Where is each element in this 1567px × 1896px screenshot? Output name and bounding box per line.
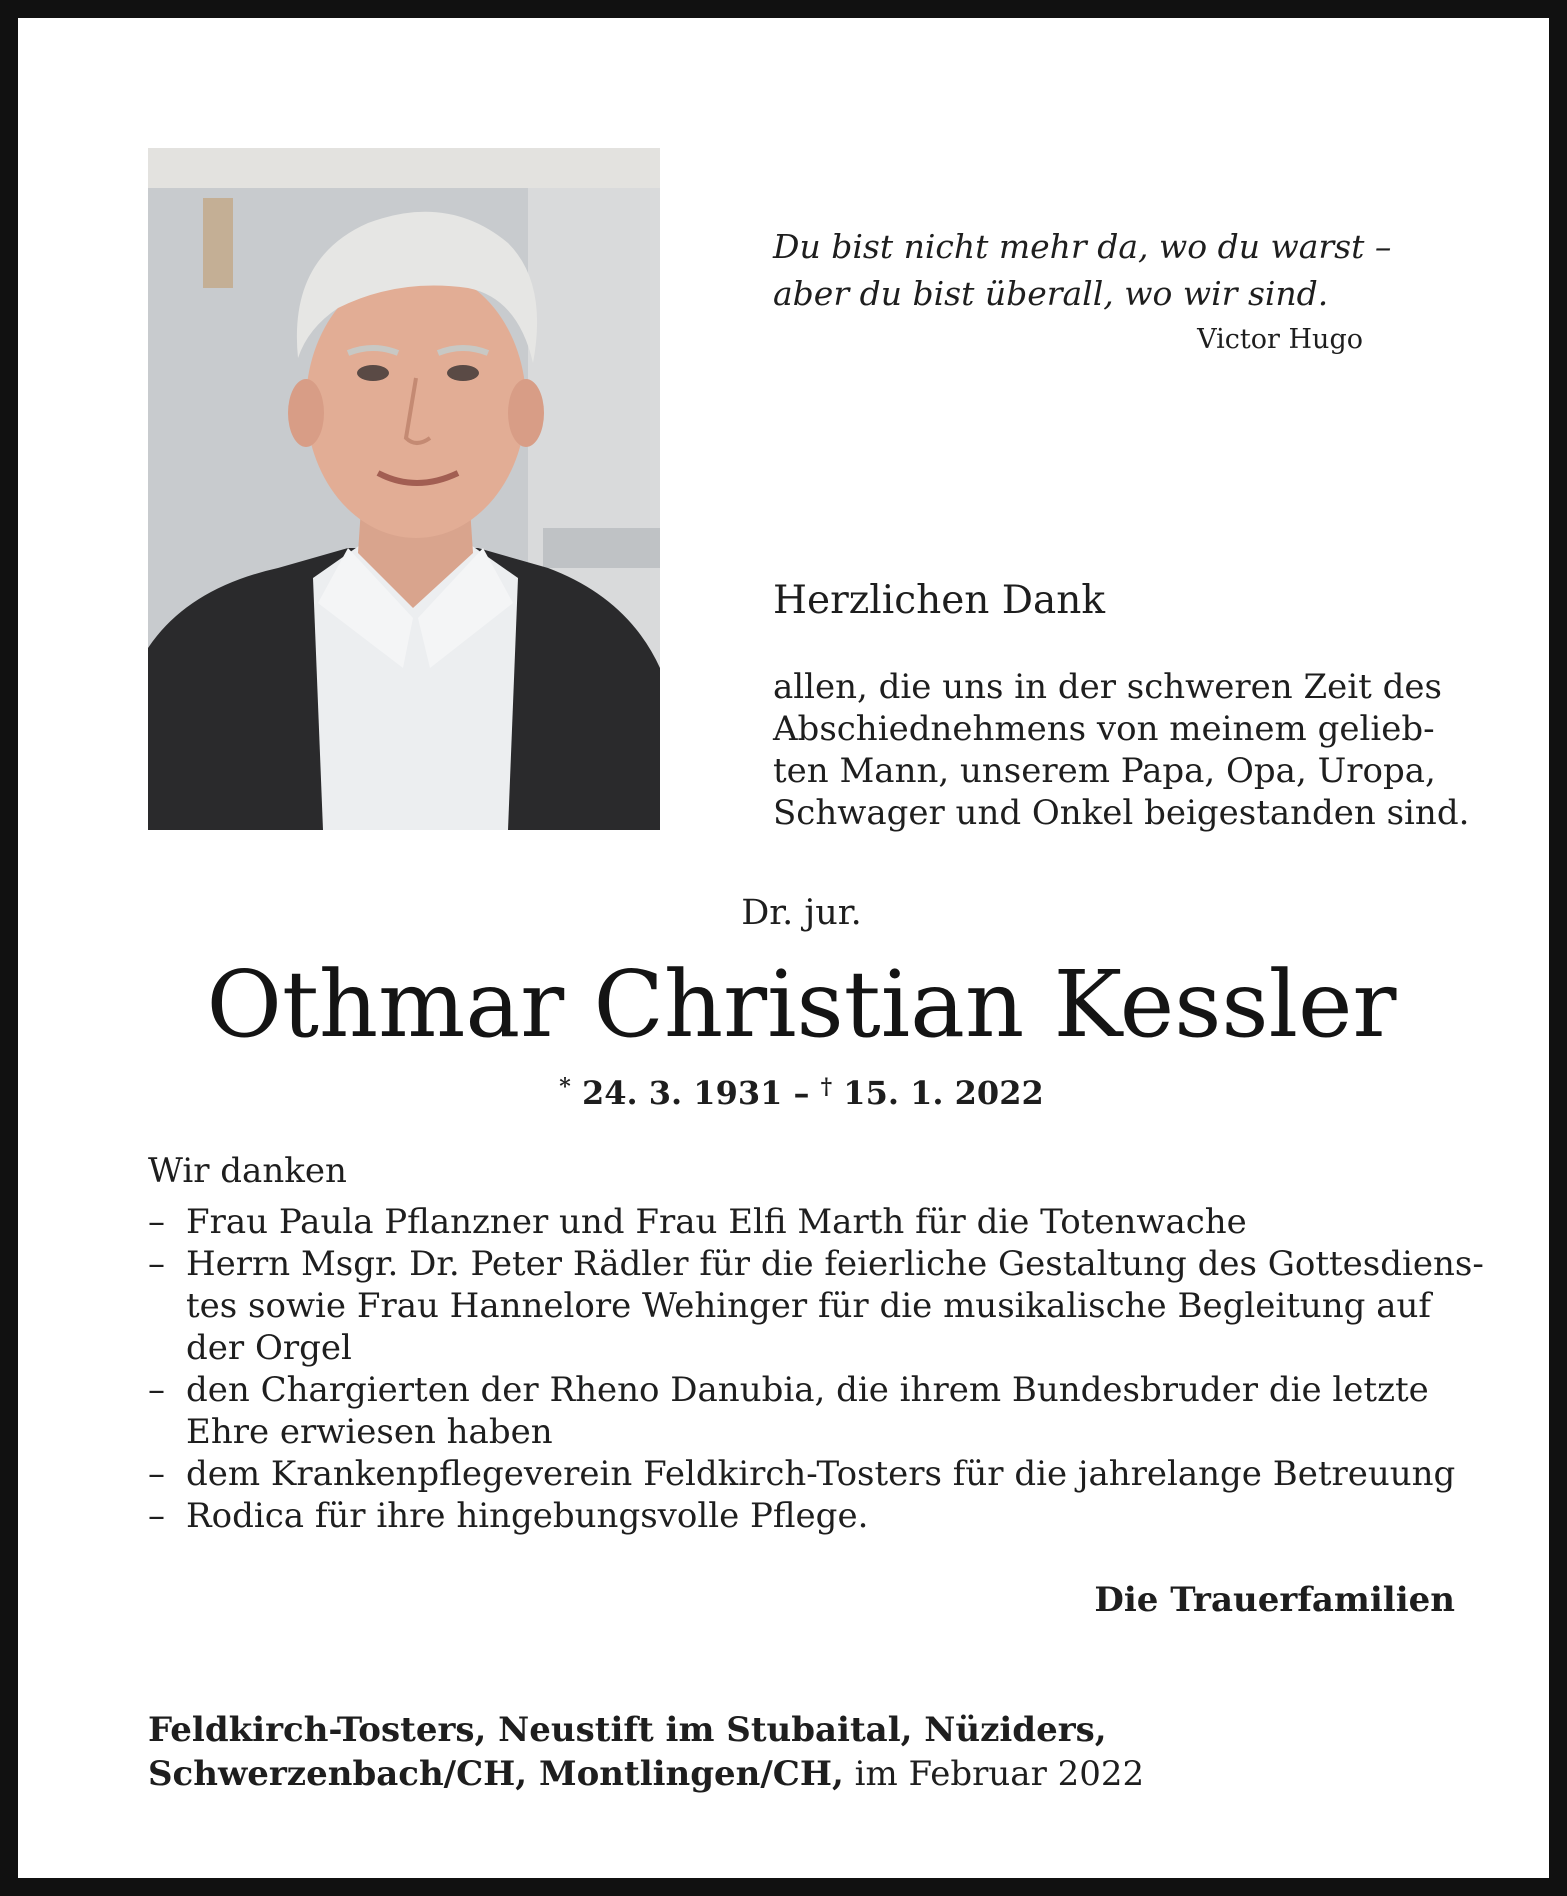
- list-item-line: der Orgel: [186, 1328, 352, 1368]
- quote-line: Du bist nicht mehr da, wo du warst –: [773, 227, 1392, 266]
- list-item: [148, 1495, 1458, 1537]
- life-dates: [18, 1074, 1567, 1112]
- list-item: [148, 1243, 1484, 1369]
- dash-bullet: –: [148, 1454, 165, 1494]
- portrait-photo: [148, 148, 660, 830]
- list-item-line: Ehre erwiesen haben: [186, 1412, 553, 1452]
- quote-line: aber du bist überall, wo wir sind.: [773, 274, 1329, 313]
- birth-date: 24. 3. 1931: [581, 1074, 783, 1112]
- list-item: [148, 1201, 1458, 1243]
- list-item-line: den Chargierten der Rheno Danubia, die ihrem Bundesbruder die letzte: [186, 1370, 1429, 1410]
- academic-title: Dr. jur.: [741, 893, 862, 933]
- list-item-line: Rodica für ihre hingebungsvolle Pflege.: [186, 1496, 869, 1536]
- dash-bullet: –: [148, 1202, 165, 1242]
- birth-symbol: *: [559, 1074, 571, 1100]
- thanks-heading: Herzlichen Dank: [773, 578, 1106, 623]
- list-item: [148, 1453, 1458, 1495]
- death-date: 15. 1. 2022: [843, 1074, 1044, 1112]
- dash-bullet: –: [148, 1244, 165, 1284]
- places-bold: Feldkirch-Tosters, Neustift im Stubaital, Nüziders,: [148, 1710, 1107, 1750]
- epigraph-quote: [773, 223, 1392, 317]
- acknowledgements-list: [148, 1201, 1484, 1537]
- places-and-date: [148, 1708, 1468, 1796]
- thanks-line: Abschiednehmens von meinem gelieb-: [773, 709, 1435, 749]
- places-line: [148, 1752, 1468, 1796]
- list-item-line: Frau Paula Pflanzner und Frau Elfi Marth für die Totenwache: [186, 1202, 1247, 1242]
- places-bold: Schwerzenbach/CH, Montlingen/CH,: [148, 1754, 844, 1794]
- places-line: [148, 1708, 1468, 1752]
- dash-bullet: –: [148, 1496, 165, 1536]
- deceased-name: Othmar Christian Kessler: [206, 951, 1397, 1058]
- signoff: Die Trauerfamilien: [1094, 1580, 1455, 1620]
- date-separator: –: [782, 1074, 821, 1112]
- death-symbol: †: [820, 1074, 833, 1100]
- list-item: [148, 1369, 1458, 1453]
- date-text: im Februar 2022: [843, 1754, 1145, 1794]
- thanks-line: allen, die uns in der schweren Zeit des: [773, 667, 1442, 707]
- quote-author: Victor Hugo: [1197, 324, 1363, 355]
- thanks-line: Schwager und Onkel beigestanden sind.: [773, 793, 1470, 833]
- thanks-paragraph: [773, 666, 1470, 834]
- acknowledgements-intro: Wir danken: [148, 1151, 347, 1191]
- list-item-line: tes sowie Frau Hannelore Wehinger für die musikalische Begleitung auf: [186, 1286, 1431, 1326]
- thanks-line: ten Mann, unserem Papa, Opa, Uropa,: [773, 751, 1436, 791]
- dash-bullet: –: [148, 1370, 165, 1410]
- list-item-line: Herrn Msgr. Dr. Peter Rädler für die feierliche Gestaltung des Gottesdiens-: [186, 1244, 1484, 1284]
- list-item-line: dem Krankenpflegeverein Feldkirch-Tosters für die jahrelange Betreuung: [186, 1454, 1456, 1494]
